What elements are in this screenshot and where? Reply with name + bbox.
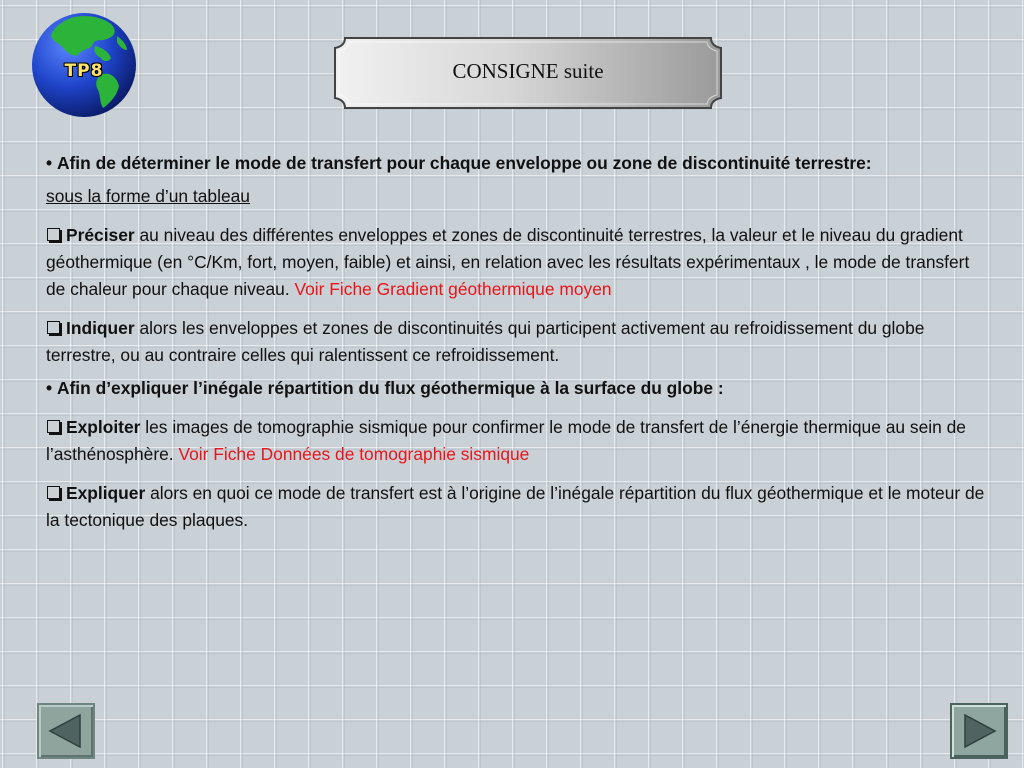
link-tomography-sheet[interactable]: Voir Fiche Données de tomographie sismique [178,444,530,464]
task-text: alors en quoi ce mode de transfert est à l’origine de l’inégale répartition du flux géothermique et le moteur de la tectonique des plaques. [46,483,985,530]
task-expliquer [46,480,992,534]
task-preciser [46,222,992,303]
globe-logo [31,12,137,118]
triangle-right-icon [959,711,999,751]
page-title: CONSIGNE suite [452,59,604,83]
triangle-left-icon [46,711,86,751]
bullet-text: Afin d’expliquer l’inégale répartition du flux géothermique à la surface du globe : [56,378,724,398]
task-keyword: Exploiter [66,417,141,437]
bullet-item-2 [46,375,992,402]
task-keyword: Indiquer [66,318,135,338]
task-exploiter [46,414,992,468]
checkbox-icon [47,486,60,499]
previous-slide-button[interactable] [37,703,95,759]
subheading-text: sous la forme d’un tableau [46,186,250,206]
next-slide-button[interactable] [950,703,1008,759]
instructions-content [46,150,992,546]
subheading [46,183,992,210]
checkbox-icon [47,420,60,433]
bullet-icon: • [46,378,53,398]
bullet-item-1 [46,150,992,177]
title-plate [333,36,723,110]
bullet-text: Afin de déterminer le mode de transfert pour chaque enveloppe ou zone de discontinuité terrestre: [56,153,872,173]
task-indiquer [46,315,992,369]
checkbox-icon [47,228,60,241]
task-keyword: Préciser [66,225,135,245]
task-text: au niveau des différentes enveloppes et zones de discontinuité terrestres, la valeur et le niveau du gradient géothermique (en °C/Km, fort, moyen, faible) et ainsi, en relation avec les résultats expérimentaux , le mode de transfert de chaleur pour chaque niveau. [46,225,970,299]
task-text: alors les enveloppes et zones de discontinuités qui participent activement au refroidissement du globe terrestre, ou au contraire celles qui ralentissent ce refroidissement. [46,318,925,365]
task-keyword: Expliquer [66,483,146,503]
bullet-icon: • [46,153,53,173]
link-gradient-sheet[interactable]: Voir Fiche Gradient géothermique moyen [294,279,612,299]
logo-label: TP8 [64,61,104,81]
task-text: les images de tomographie sismique pour confirmer le mode de transfert de l’énergie thermique au sein de l’asthénosphère. [46,417,966,464]
checkbox-icon [47,321,60,334]
